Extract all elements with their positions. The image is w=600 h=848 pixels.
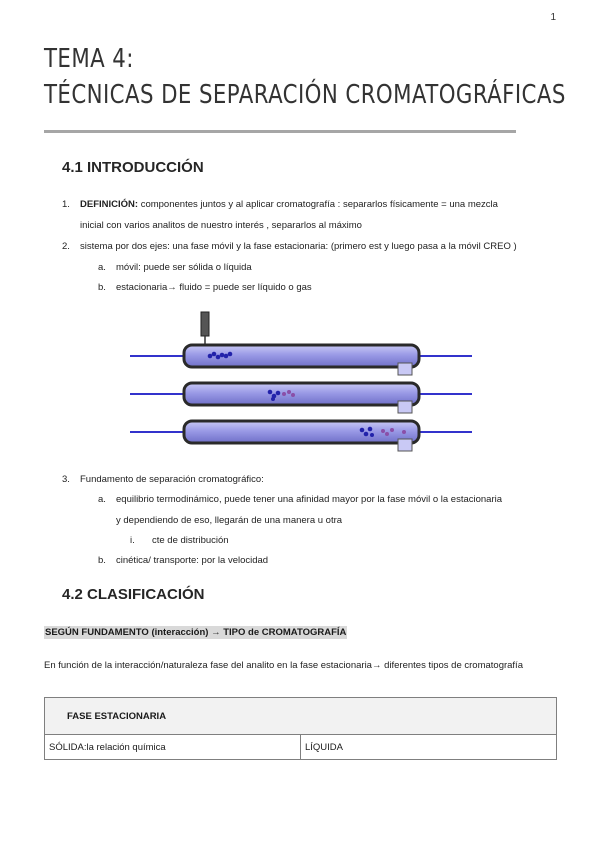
sublist-item-equilibrio-cont: y dependiendo de eso, llegarán de una manera u otra — [116, 515, 343, 526]
subsublist-item-cte: cte de distribución — [152, 535, 229, 546]
sublist-item-movil: móvil: puede ser sólida o líquida — [116, 262, 252, 273]
list-item-definicion — [80, 199, 556, 210]
column-tube-1 — [130, 345, 472, 375]
column-tube-2 — [130, 383, 472, 413]
section-heading-clasificacion: 4.2 CLASIFICACIÓN — [62, 586, 205, 603]
list-marker: 2. — [62, 241, 70, 252]
list-marker: 3. — [62, 474, 70, 485]
definicion-text: componentes juntos y al aplicar cromatografía : separarlos físicamente = una mezcla — [138, 199, 498, 210]
definicion-text-cont: inicial con varios analitos de nuestro interés , separarlos al máximo — [80, 220, 362, 231]
list-marker: 1. — [62, 199, 70, 210]
fase-estacionaria-table — [44, 697, 557, 760]
chromatography-column-figure — [126, 308, 476, 458]
table-header-row — [45, 698, 557, 735]
sublist-item-cinetica: cinética/ transporte: por la velocidad — [116, 555, 269, 566]
title-divider — [44, 130, 516, 133]
table-cell-solida: SÓLIDA:la relación química — [45, 735, 301, 760]
chapter-subtitle: TÉCNICAS DE SEPARACIÓN CROMATOGRÁFICAS — [44, 80, 566, 110]
chapter-title: TEMA 4: — [44, 44, 134, 74]
list-item-sistema: sistema por dos ejes: una fase móvil y la fase estacionaria: (primero est y luego pasa a la móvil CREO ) — [80, 241, 517, 252]
table-row — [45, 735, 557, 760]
clasificacion-paragraph: En función de la interacción/naturaleza fase del analito en la fase estacionaria→ diferentes tipos de cromatografía — [44, 660, 523, 671]
sublist-marker: a. — [98, 494, 106, 505]
page-number: 1 — [550, 12, 556, 23]
sublist-marker: a. — [98, 262, 106, 273]
subsublist-marker: i. — [130, 535, 135, 546]
column-tube-3 — [130, 421, 472, 451]
sublist-marker: b. — [98, 555, 106, 566]
definicion-label: DEFINICIÓN: — [80, 199, 139, 210]
table-header-cell: FASE ESTACIONARIA — [45, 698, 557, 735]
sublist-item-estacionaria: estacionaria→ fluido = puede ser líquido o gas — [116, 282, 312, 293]
table-cell-liquida: LÍQUIDA — [301, 735, 557, 760]
sublist-item-equilibrio: equilibrio termodinámico, puede tener una afinidad mayor por la fase móvil o la estacionaria — [116, 494, 503, 505]
sublist-marker: b. — [98, 282, 106, 293]
highlighted-subheading: SEGÚN FUNDAMENTO (interacción) → TIPO de CROMATOGRAFÍA — [45, 627, 347, 638]
section-heading-introduccion: 4.1 INTRODUCCIÓN — [62, 159, 204, 176]
list-item-fundamento: Fundamento de separación cromatográfico: — [80, 474, 264, 485]
